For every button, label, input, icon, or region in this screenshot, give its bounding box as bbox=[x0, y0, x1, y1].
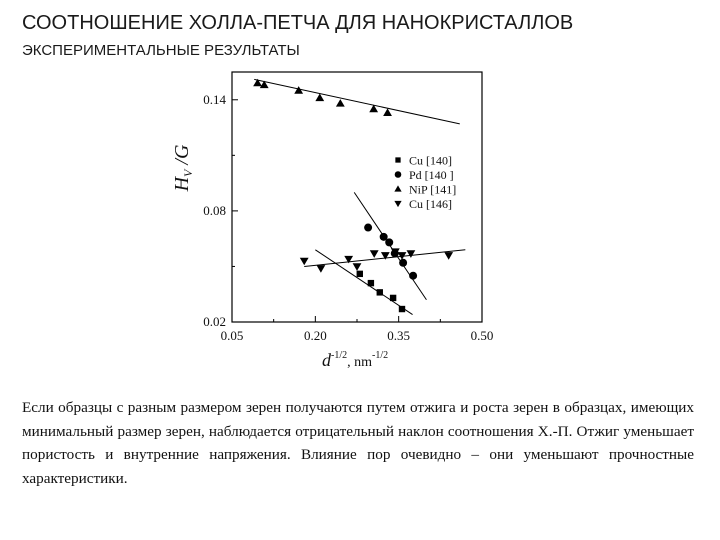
fit-line bbox=[254, 79, 460, 123]
nip141-point bbox=[383, 108, 392, 116]
fit-line bbox=[315, 250, 412, 315]
x-axis-ticks bbox=[221, 316, 494, 343]
pd140-point bbox=[409, 272, 417, 280]
legend-entry: NiP [141] bbox=[409, 182, 457, 197]
cu146-point bbox=[394, 201, 401, 207]
cu146-point bbox=[444, 252, 453, 260]
cu140-point bbox=[399, 306, 405, 312]
cu146-point bbox=[353, 263, 362, 271]
cu140-point bbox=[395, 157, 400, 162]
pd140-point bbox=[399, 259, 407, 267]
x-tick-label: 0.20 bbox=[303, 328, 327, 343]
y-tick-label: 0.02 bbox=[203, 314, 226, 329]
cu140-point bbox=[368, 280, 374, 286]
x-tick-label: 0.05 bbox=[220, 328, 244, 343]
x-axis-label: $d^{-1/2}_{, nm}^{-1/2}$ bbox=[322, 350, 389, 370]
cu146-point bbox=[316, 265, 325, 273]
pd140-point bbox=[385, 238, 393, 246]
legend bbox=[394, 154, 456, 212]
description-paragraph: Если образцы с разным размером зерен получаются путем отжига и роста зерен в образцах, имеющих минимальный размер зерен, наблюдается отрицательный наклон соотношения Х.-П. Отжиг уменьшает пористость и внутренние напряжения. Влияние пор очевидно – они уменьшают прочностные характеристики. bbox=[22, 399, 694, 487]
y-tick-label: 0.14 bbox=[203, 91, 226, 107]
y-tick-label: 0.08 bbox=[203, 202, 226, 218]
legend-entry: Cu [146] bbox=[409, 197, 452, 211]
y-axis-label: $H_V$ /G bbox=[171, 144, 195, 192]
legend-entry: Cu [140] bbox=[409, 153, 452, 168]
cu140-point bbox=[390, 295, 396, 301]
pd140-point bbox=[364, 224, 372, 232]
x-tick-label: 0.35 bbox=[387, 328, 411, 343]
nip141-point bbox=[394, 185, 401, 191]
y-axis-ticks bbox=[203, 92, 238, 329]
legend-entry: Pd [140 ] bbox=[409, 168, 454, 182]
cu146-point bbox=[300, 258, 309, 266]
cu146-point bbox=[370, 250, 379, 258]
pd140-point bbox=[395, 171, 402, 178]
page-title: СООТНОШЕНИЕ ХОЛЛА-ПЕТЧА ДЛЯ НАНОКРИСТАЛЛОВ bbox=[22, 12, 574, 34]
nip141-point bbox=[260, 81, 269, 89]
page-subtitle: ЭКСПЕРИМЕНТАЛЬНЫЕ РЕЗУЛЬТАТЫ bbox=[22, 42, 300, 59]
nip141-point bbox=[336, 99, 345, 107]
cu140-point bbox=[377, 289, 383, 295]
cu140-point bbox=[357, 271, 363, 277]
x-tick-label: 0.50 bbox=[470, 328, 494, 343]
cu146-point bbox=[406, 250, 415, 258]
